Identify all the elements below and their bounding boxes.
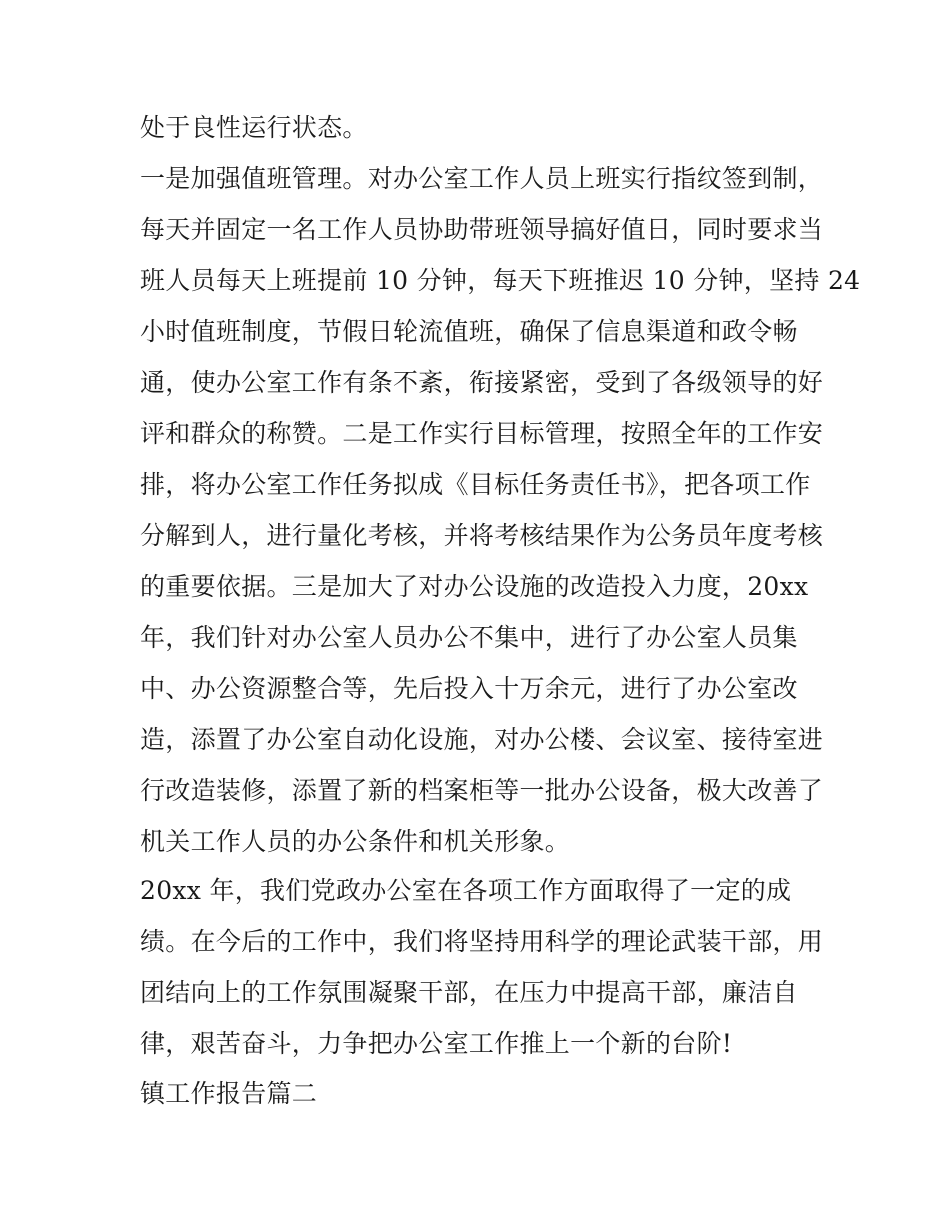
text-line: 处于良性运行状态。 — [140, 113, 368, 142]
text-line: 通，使办公室工作有条不紊，衔接紧密，受到了各级领导的好 — [140, 368, 824, 397]
text-line: 20xx 年，我们党政办公室在各项工作方面取得了一定的成 — [140, 876, 792, 905]
text-line: 一是加强值班管理。对办公室工作人员上班实行指纹签到制， — [140, 164, 824, 193]
text-line: 小时值班制度，节假日轮流值班，确保了信息渠道和政令畅 — [140, 317, 798, 346]
text-line: 班人员每天上班提前 10 分钟，每天下班推迟 10 分钟，坚持 24 — [140, 266, 861, 295]
text-line: 团结向上的工作氛围凝聚干部，在压力中提高干部，廉洁自 — [140, 978, 798, 1007]
section-heading: 镇工作报告篇二 — [140, 1079, 318, 1108]
text-line: 行改造装修，添置了新的档案柜等一批办公设备，极大改善了 — [140, 776, 824, 805]
text-line: 机关工作人员的办公条件和机关形象。 — [140, 827, 571, 856]
text-line: 年，我们针对办公室人员办公不集中，进行了办公室人员集 — [140, 623, 798, 652]
text-line: 律，艰苦奋斗，力争把办公室工作推上一个新的台阶! — [140, 1029, 733, 1058]
text-line: 中、办公资源整合等，先后投入十万余元，进行了办公室改 — [140, 674, 798, 703]
text-line: 排，将办公室工作任务拟成《目标任务责任书》，把各项工作 — [140, 470, 811, 499]
text-line: 评和群众的称赞。二是工作实行目标管理，按照全年的工作安 — [140, 419, 824, 448]
text-line: 绩。在今后的工作中，我们将坚持用科学的理论武装干部，用 — [140, 927, 824, 956]
text-line: 的重要依据。三是加大了对办公设施的改造投入力度，20xx — [140, 572, 809, 601]
text-line: 每天并固定一名工作人员协助带班领导搞好值日，同时要求当 — [140, 215, 824, 244]
text-line: 造，添置了办公室自动化设施，对办公楼、会议室、接待室进 — [140, 725, 824, 754]
text-line: 分解到人，进行量化考核，并将考核结果作为公务员年度考核 — [140, 521, 824, 550]
